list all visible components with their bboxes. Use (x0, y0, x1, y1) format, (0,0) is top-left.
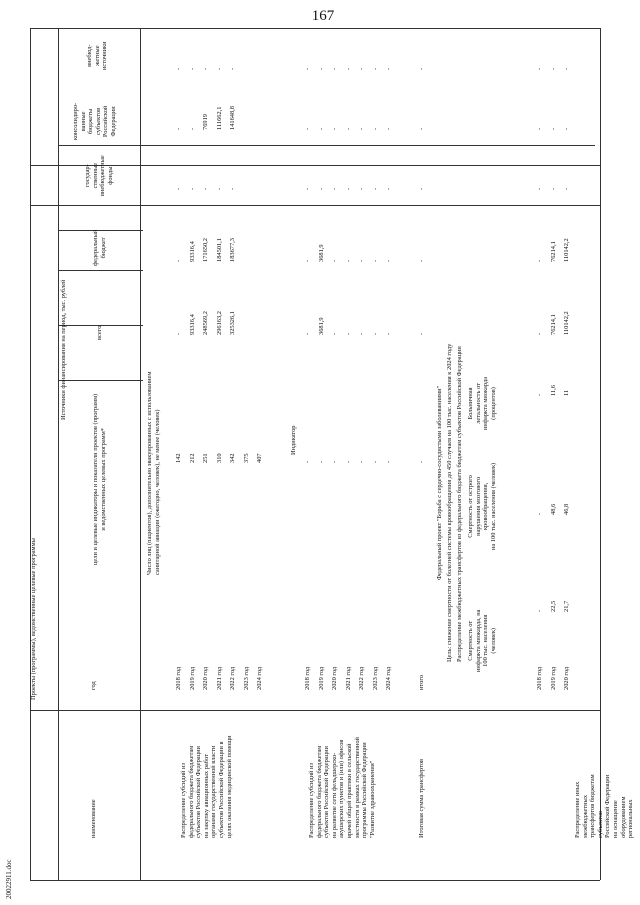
table-cell-federal: - (371, 259, 379, 262)
table-cell-ind-2: 48,6 (549, 503, 557, 515)
table-cell-extra: - (549, 67, 557, 70)
section1-name: Распределение субсидий из федерального бюджета бюджетам субъектов Российской Федерации на закупку авиационных работ органами государственной власти субъектов Российской Федерации в целях оказания медицинской помощи (180, 735, 233, 838)
table-cell-total: 325326,1 (229, 311, 236, 335)
table-row-year: 2023 год (242, 666, 250, 690)
total-cell-total: - (418, 332, 425, 335)
line-h-names (30, 165, 600, 166)
header-state-funds: государ- ственные внебюджетные фонды (84, 155, 114, 196)
table-row-year: 2023 год (371, 666, 379, 690)
table-cell-funds: - (358, 187, 365, 190)
table-cell-funds: - (385, 187, 392, 190)
table-cell-indicator: - (344, 460, 352, 463)
line-right (600, 28, 601, 880)
table-cell-consolidated: 141648,8 (229, 106, 236, 130)
table-cell-consolidated: - (175, 127, 182, 130)
total-cell-indicator: - (418, 460, 425, 463)
table-cell-funds: - (202, 187, 209, 190)
total-cell-funds: - (418, 187, 425, 190)
table-cell-funds: - (317, 187, 325, 190)
table-cell-consolidated: - (549, 127, 557, 130)
table-cell-total: 76214,1 (549, 314, 557, 335)
section3-ind-header-2: Смертность от острого нарушения мозгового кровообращения, на 100 тыс. населения (человек) (467, 462, 497, 550)
section2-indicator-title: Индикатор (290, 425, 297, 455)
table-row-year: 2020 год (331, 666, 338, 690)
table-cell-consolidated: 111662,1 (215, 106, 223, 130)
table-cell-total: - (358, 332, 365, 335)
table-cell-federal: - (536, 259, 543, 262)
line-left (30, 28, 31, 880)
header-federal: федеральный бюджет (92, 229, 107, 266)
table-cell-funds: - (229, 187, 236, 190)
table-cell-federal: 76214,1 (549, 241, 557, 262)
table-cell-total: - (331, 332, 338, 335)
table-cell-total: - (536, 332, 543, 335)
table-cell-indicator: 375 (242, 453, 250, 463)
table-cell-extra: - (229, 67, 236, 70)
header-consolidated: консолидиро- ванные бюджеты субъектов Российской Федерации (72, 102, 117, 140)
table-cell-consolidated: - (304, 127, 311, 130)
table-cell-indicator: - (331, 460, 338, 463)
table-cell-total: - (385, 332, 392, 335)
table-cell-consolidated: - (344, 127, 352, 130)
table-cell-consolidated: - (563, 127, 570, 130)
table-cell-total: - (175, 332, 182, 335)
section1-indicator-title: Число лиц (пациентов), дополнительно эвакуированных с использованием санитарной авиации (ежегодно, человек), не менее (человек) (146, 371, 161, 575)
table-cell-indicator: 342 (229, 453, 236, 463)
table-cell-funds: - (188, 187, 196, 190)
table-cell-total: - (344, 332, 352, 335)
table-cell-extra: - (188, 67, 196, 70)
table-cell-federal: - (385, 259, 392, 262)
header-year: год (90, 681, 97, 690)
table-row-year: 2022 год (358, 666, 365, 690)
table-cell-extra: - (358, 67, 365, 70)
table-cell-federal: 184501,1 (215, 238, 223, 262)
line-col-top-split (58, 28, 59, 880)
table-cell-consolidated: - (331, 127, 338, 130)
line-sub-top (58, 145, 595, 146)
table-cell-extra: - (536, 67, 543, 70)
table-cell-ind-3: 11,6 (549, 385, 557, 396)
table-cell-consolidated: - (188, 127, 196, 130)
line-h-years (30, 205, 600, 206)
project-subtitle: Распределение межбюджетных трансфертов из федерального бюджета бюджетам субъектов Российской Федерации (456, 346, 463, 662)
table-cell-indicator: 212 (188, 453, 196, 463)
table-row-year: 2022 год (229, 666, 236, 690)
table-cell-ind-3: - (536, 393, 543, 396)
table-cell-funds: - (175, 187, 182, 190)
table-cell-indicator: - (358, 460, 365, 463)
table-cell-federal: - (358, 259, 365, 262)
table-cell-consolidated: - (317, 127, 325, 130)
total-transfers-year: итого (418, 675, 425, 690)
table-cell-funds: - (215, 187, 223, 190)
table-cell-ind-2: 46,8 (563, 503, 570, 515)
table-cell-funds: - (563, 187, 570, 190)
page-number: 167 (311, 8, 335, 24)
table-cell-ind-1: 21,7 (563, 600, 570, 612)
total-cell-extra: - (418, 67, 425, 70)
table-cell-funds: - (304, 187, 311, 190)
table-cell-total: 93316,4 (188, 314, 196, 335)
table-cell-federal: - (344, 259, 352, 262)
table-cell-extra: - (215, 67, 223, 70)
table-cell-extra: - (385, 67, 392, 70)
table-cell-extra: - (331, 67, 338, 70)
table-cell-total: - (304, 332, 311, 335)
total-cell-federal: - (418, 259, 425, 262)
table-cell-total: 296163,2 (215, 311, 223, 335)
table-cell-federal: 183677,3 (229, 238, 236, 262)
table-cell-indicator: 251 (202, 453, 209, 463)
table-cell-extra: - (175, 67, 182, 70)
table-cell-indicator: 142 (175, 453, 182, 463)
section3-ind-header-3: Больничная летальность от инфаркта миокарда (процентов) (467, 376, 497, 430)
line-h-indicators (30, 710, 600, 711)
line-col-header-end (140, 28, 141, 880)
table-row-year: 2019 год (549, 666, 557, 690)
table-cell-extra: - (563, 67, 570, 70)
table-cell-indicator: - (385, 460, 392, 463)
table-cell-indicator: - (371, 460, 379, 463)
table-cell-funds: - (344, 187, 352, 190)
table-cell-ind-1: - (536, 609, 543, 612)
line-src-extra (58, 380, 143, 381)
header-name: наименование (90, 799, 97, 838)
table-cell-total: - (371, 332, 379, 335)
total-transfers-name: Итоговая сумма трансфертов (418, 758, 425, 838)
table-row-year: 2020 год (563, 666, 570, 690)
table-row-year: 2021 год (215, 666, 223, 690)
header-sources-group: Источники финансирования на период, тыс. рублей (60, 279, 67, 420)
table-cell-federal: 110142,2 (563, 238, 570, 262)
table-row-year: 2018 год (304, 666, 311, 690)
header-projects-group: Проекты (программы), ведомственные целевые программы (30, 538, 37, 700)
table-cell-indicator: - (317, 460, 325, 463)
table-cell-consolidated: - (385, 127, 392, 130)
project-title: Федеральный проект "Борьба с сердечно-сосудистыми заболеваниями" (436, 385, 443, 580)
table-cell-consolidated: - (358, 127, 365, 130)
total-cell-consolidated: - (418, 127, 425, 130)
table-cell-indicator: 407 (256, 453, 263, 463)
table-cell-consolidated: 76919 (202, 114, 209, 130)
table-cell-total: 3681,9 (317, 317, 325, 335)
table-cell-consolidated: - (371, 127, 379, 130)
table-cell-extra: - (371, 67, 379, 70)
table-cell-indicator: - (304, 460, 311, 463)
line-src-funds (58, 270, 143, 271)
table-cell-federal: - (175, 259, 182, 262)
table-cell-federal: - (304, 259, 311, 262)
table-cell-indicator: 310 (215, 453, 223, 463)
table-cell-ind-1: 22,5 (549, 600, 557, 612)
table-cell-funds: - (536, 187, 543, 190)
table-row-year: 2020 год (202, 666, 209, 690)
section3-ind-header-1: Смертность от инфаркта миокарда, на 100 тыс. населения (человек) (467, 609, 497, 672)
table-row-year: 2018 год (536, 666, 543, 690)
line-top (30, 28, 600, 29)
table-cell-consolidated: - (536, 127, 543, 130)
project-goal: Цель: снижение смертности от болезней системы кровообращения до 450 случаев на 100 тыс. населения к 2024 году (446, 343, 453, 662)
header-total: всего (96, 325, 103, 340)
table-row-year: 2024 год (385, 666, 392, 690)
table-row-year: 2019 год (188, 666, 196, 690)
table-cell-federal: 171650,2 (202, 238, 209, 262)
table-cell-total: 110142,2 (563, 311, 570, 335)
line-bottom (30, 880, 600, 881)
table-row-year: 2021 год (344, 666, 352, 690)
table-cell-funds: - (331, 187, 338, 190)
header-indicators: цели и целевые индикаторы и показатели проектов (программ) и ведомственных целевых программ* (92, 393, 107, 565)
header-extra-budget: внебюд- жетные источники (86, 41, 109, 70)
table-cell-federal: 93316,4 (188, 241, 196, 262)
section3-name: Распределение иных межбюджетных трансфертов бюджетам субъектов Российской Федерации на оснащение оборудованием региональных (574, 774, 635, 838)
table-row-year: 2024 год (256, 666, 263, 690)
table-cell-extra: - (202, 67, 209, 70)
table-cell-funds: - (549, 187, 557, 190)
section2-name: Распределение субсидий из федерального бюджета бюджетам субъектов Российской Федерации на развитие сети фельдшерско- акушерских пунктов и (или) офисов врачей общей практики в сельской местности в рамках государственной программы Российской Федерации "Развитие здравоохранения" (308, 737, 376, 838)
table-cell-extra: - (304, 67, 311, 70)
table-cell-extra: - (344, 67, 352, 70)
table-cell-extra: - (317, 67, 325, 70)
table-cell-total: 248569,2 (202, 311, 209, 335)
table-cell-funds: - (371, 187, 379, 190)
table-cell-federal: 3681,9 (317, 244, 325, 262)
table-cell-ind-2: - (536, 512, 543, 515)
table-row-year: 2018 год (175, 666, 182, 690)
table-cell-federal: - (331, 259, 338, 262)
doc-code: 20022911.doc (5, 859, 13, 899)
table-row-year: 2019 год (317, 666, 325, 690)
table-cell-ind-3: 11 (563, 389, 570, 396)
